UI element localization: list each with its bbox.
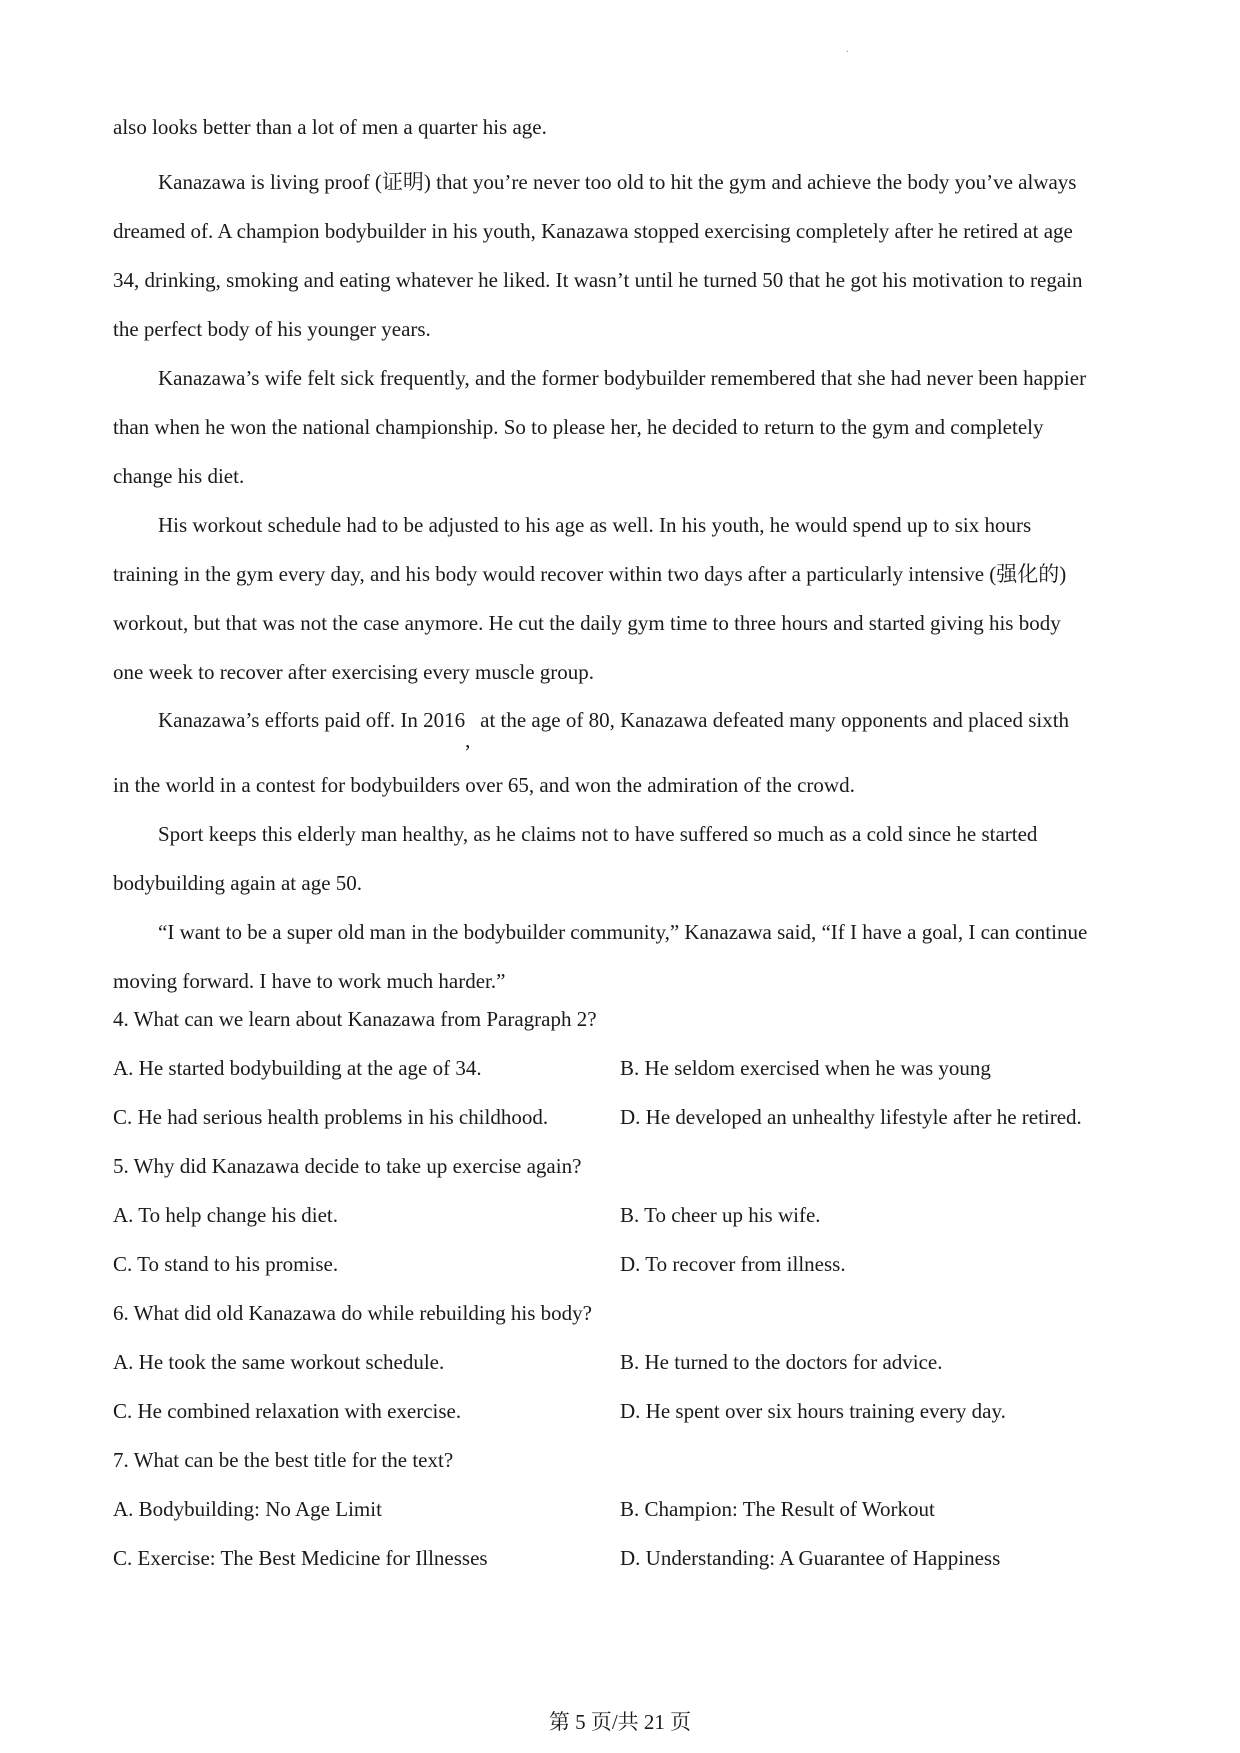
passage-line: workout, but that was not the case anymore. He cut the daily gym time to three hours and started giving his body [113,611,1061,635]
option-c[interactable]: C. To stand to his promise. [113,1252,339,1276]
comma: , [465,728,471,752]
passage-line: than when he won the national championship. So to please her, he decided to return to the gym and completely [113,415,1044,439]
passage-line: Kanazawa’s wife felt sick frequently, and the former bodybuilder remembered that she had never been happier [158,366,1087,390]
paragraph-5 [113,697,1133,810]
reading-passage [113,103,1133,1006]
passage-line: in the world in a contest for bodybuilders over 65, and won the admiration of the crowd. [113,773,855,797]
option-b[interactable]: B. To cheer up his wife. [620,1203,821,1227]
option-b[interactable]: B. He seldom exercised when he was young [620,1056,991,1080]
passage-line: His workout schedule had to be adjusted to his age as well. In his youth, he would spend up to six hours [158,513,1032,537]
passage-line: the perfect body of his younger years. [113,317,431,341]
option-a[interactable]: A. Bodybuilding: No Age Limit [113,1497,382,1521]
passage-line: bodybuilding again at age 50. [113,871,363,895]
option-c[interactable]: C. He combined relaxation with exercise. [113,1399,462,1423]
option-d[interactable]: D. To recover from illness. [620,1252,846,1276]
passage-line: Sport keeps this elderly man healthy, as he claims not to have suffered so much as a cold since he started [158,822,1038,846]
passage-line: training in the gym every day, and his body would recover within two days after a particularly intensive (强化的) [113,562,1067,586]
option-c[interactable]: C. He had serious health problems in his childhood. [113,1105,549,1129]
question-stem: 6. What did old Kanazawa do while rebuilding his body? [113,1301,593,1325]
paragraph-7 [113,908,1133,1006]
paragraph-2 [113,158,1133,354]
passage-line: change his diet. [113,464,245,488]
option-c[interactable]: C. Exercise: The Best Medicine for Illnesses [113,1546,488,1570]
passage-text: Kanazawa’s efforts paid off. In 2016 [158,708,466,732]
passage-line: Kanazawa is living proof (证明) that you’re never too old to hit the gym and achieve the body you’ve always [158,170,1077,194]
passage-line: 34, drinking, smoking and eating whatever he liked. It wasn’t until he turned 50 that he got his motivation to regain [113,268,1083,292]
question-6 [113,1289,1133,1436]
passage-line: also looks better than a lot of men a quarter his age. [113,115,547,139]
option-d[interactable]: D. Understanding: A Guarantee of Happiness [620,1546,1001,1570]
question-stem: 4. What can we learn about Kanazawa from Paragraph 2? [113,1007,597,1031]
passage-line: dreamed of. A champion bodybuilder in his youth, Kanazawa stopped exercising completely after he retired at age [113,219,1073,243]
option-b[interactable]: B. He turned to the doctors for advice. [620,1350,943,1374]
paragraph-4 [113,501,1133,697]
passage-line: one week to recover after exercising every muscle group. [113,660,595,684]
option-a[interactable]: A. To help change his diet. [113,1203,339,1227]
option-a[interactable]: A. He started bodybuilding at the age of 34. [113,1056,482,1080]
page-footer: 第 5 页/共 21 页 [548,1710,692,1734]
question-list [113,995,1133,1583]
passage-line: “I want to be a super old man in the bodybuilder community,” Kanazawa said, “If I have a goal, I can continue [158,920,1088,944]
passage-line: moving forward. I have to work much harder.” [113,969,506,993]
page-mark: . [846,44,849,55]
paragraph-3 [113,354,1133,501]
option-d[interactable]: D. He developed an unhealthy lifestyle after he retired. [620,1105,1082,1129]
question-7 [113,1436,1133,1583]
option-b[interactable]: B. Champion: The Result of Workout [620,1497,935,1521]
question-4 [113,995,1133,1142]
question-stem: 5. Why did Kanazawa decide to take up exercise again? [113,1154,582,1178]
passage-line [113,697,1133,752]
passage-text: at the age of 80, Kanazawa defeated many opponents and placed sixth [480,708,1070,732]
option-d[interactable]: D. He spent over six hours training every day. [620,1399,1006,1423]
paragraph-6 [113,810,1133,908]
question-5 [113,1142,1133,1289]
question-stem: 7. What can be the best title for the text? [113,1448,454,1472]
option-a[interactable]: A. He took the same workout schedule. [113,1350,445,1374]
